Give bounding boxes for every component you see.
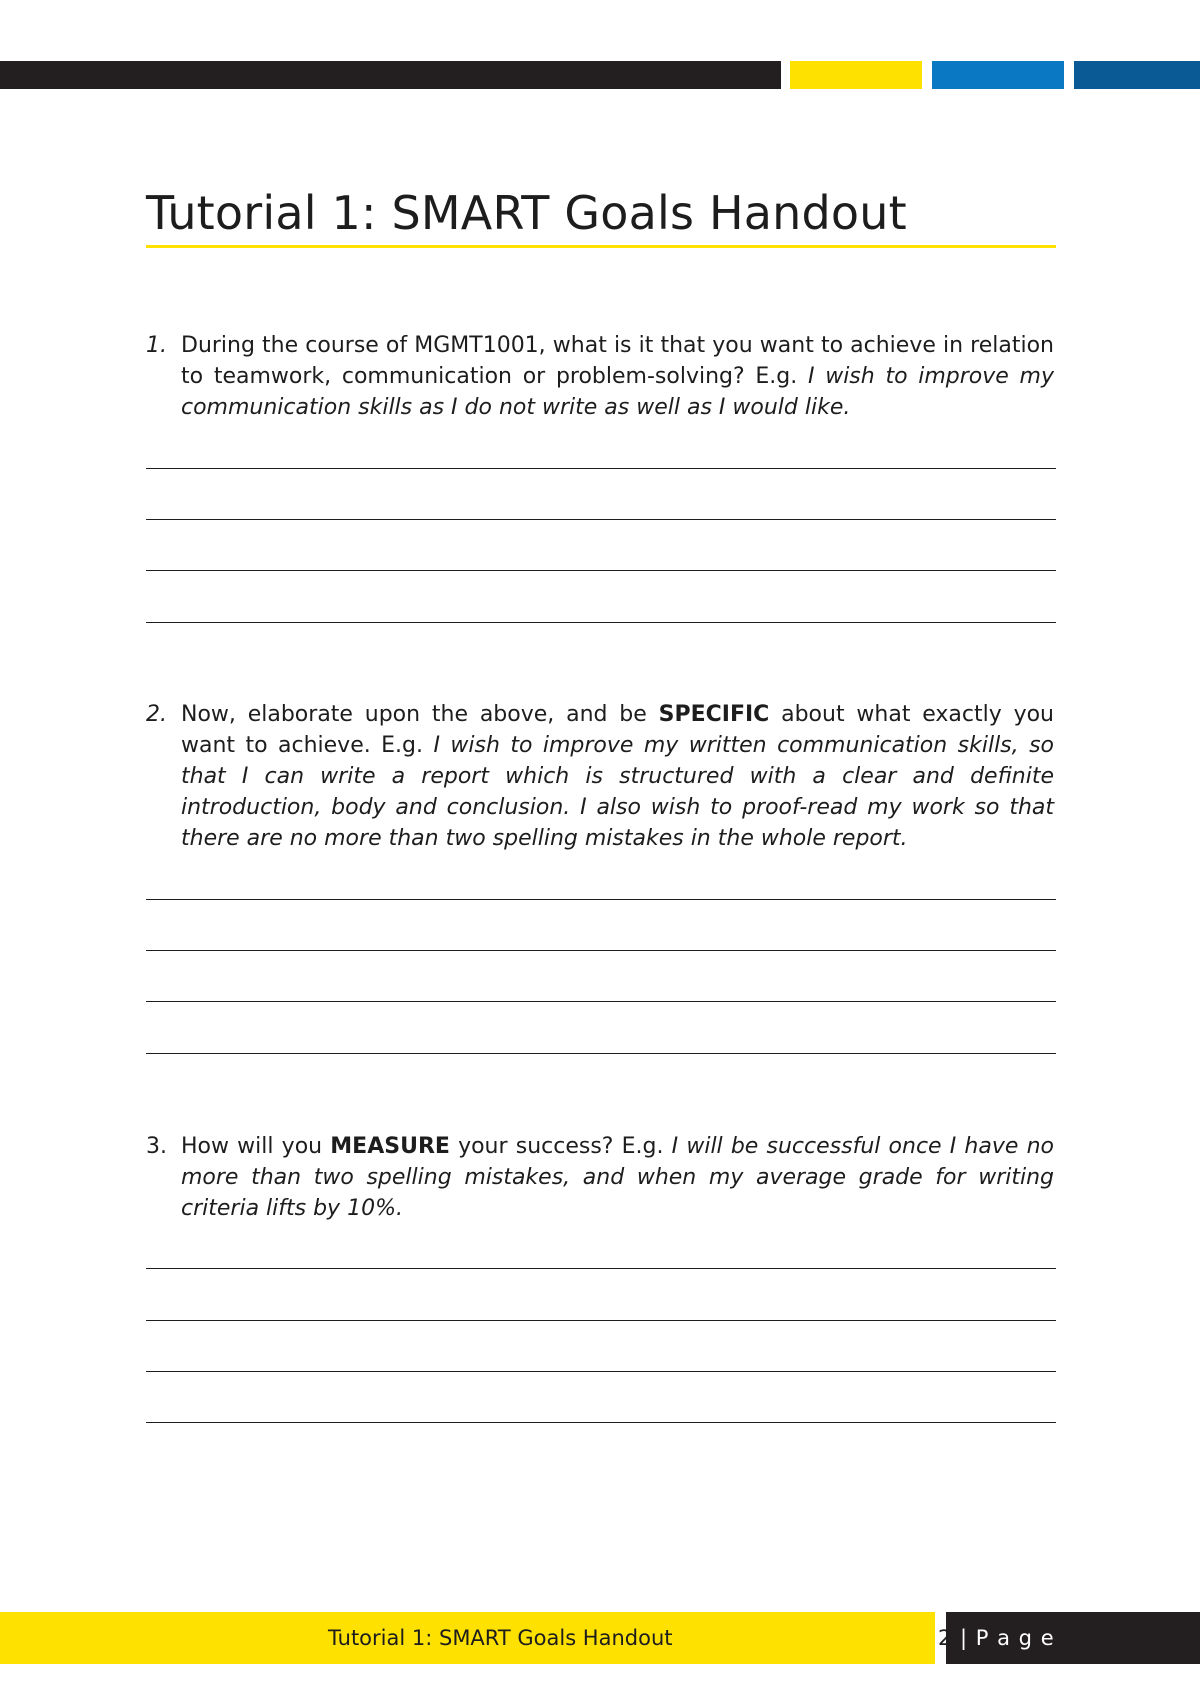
answer-line[interactable] [146, 899, 1056, 900]
question-prompt: During the course of MGMT1001, what is it that you want to achieve in relation to teamwork, communication or problem-solving? E.g. [181, 333, 1054, 389]
question-number: 2. [146, 702, 167, 727]
header-bar-blue [932, 61, 1064, 89]
question-prompt-continued: your success? E.g. [449, 1134, 672, 1159]
question-text [181, 1131, 1054, 1224]
question-emphasis: MEASURE [330, 1134, 450, 1159]
answer-line[interactable] [146, 1422, 1056, 1423]
answer-line[interactable] [146, 519, 1056, 520]
answer-line[interactable] [146, 1320, 1056, 1321]
question-3 [146, 1131, 1054, 1224]
footer-title: Tutorial 1: SMART Goals Handout [328, 1626, 673, 1650]
page-title: Tutorial 1: SMART Goals Handout [146, 186, 907, 240]
answer-line[interactable] [146, 570, 1056, 571]
answer-line[interactable] [146, 1053, 1056, 1054]
question-example: I wish to improve my written communication skills, so that I can write a report which is structured with a clear and definite introduction, body and conclusion. I also wish to proof-read my work so that there are no more than two spelling mistakes in the whole report. [181, 733, 1054, 851]
answer-line[interactable] [146, 468, 1056, 469]
footer-page-indicator [938, 1626, 1055, 1650]
question-emphasis: SPECIFIC [658, 702, 770, 727]
question-1 [146, 330, 1054, 423]
page-label: | P a g e [952, 1626, 1055, 1650]
question-prompt-continued: about what exactly you want to achieve. E.g. [181, 702, 1054, 758]
question-text [181, 330, 1054, 423]
answer-line[interactable] [146, 1268, 1056, 1269]
question-prompt: How will you [181, 1134, 331, 1159]
answer-line[interactable] [146, 1371, 1056, 1372]
question-text [181, 699, 1054, 854]
title-underline [146, 245, 1056, 248]
answer-line[interactable] [146, 950, 1056, 951]
answer-line[interactable] [146, 622, 1056, 623]
header-bar-yellow [790, 61, 922, 89]
question-prompt: Now, elaborate upon the above, and be [181, 702, 659, 727]
question-2 [146, 699, 1054, 854]
header-bar-dark-blue [1074, 61, 1200, 89]
question-number: 1. [146, 333, 167, 358]
question-number: 3. [146, 1134, 167, 1159]
header-bar-dark [0, 61, 781, 89]
question-example: I will be successful once I have no more than two spelling mistakes, and when my average grade for writing criteria lifts by 10%. [181, 1134, 1054, 1221]
question-example: I wish to improve my communication skills as I do not write as well as I would like. [181, 364, 1055, 420]
answer-line[interactable] [146, 1001, 1056, 1002]
page-number: 2 [938, 1626, 953, 1650]
